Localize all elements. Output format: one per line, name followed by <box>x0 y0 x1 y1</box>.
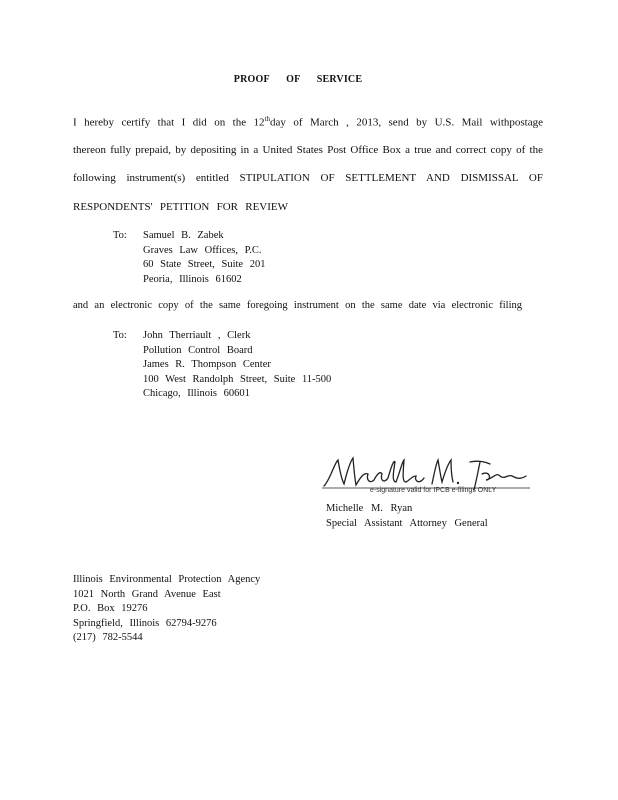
cert-line-1-end: day of March , 2013, send by U.S. Mail withpostage <box>270 116 543 129</box>
document-title: PROOF OF SERVICE <box>233 74 363 85</box>
agency-address-block <box>73 574 260 647</box>
signer-name: Michelle M. Ryan <box>326 503 413 514</box>
to-label: To: <box>113 230 127 241</box>
certification-line-1 <box>73 115 543 129</box>
certification-line-2: thereon fully prepaid, by depositing in a United States Post Office Box a true and correct copy of the <box>73 144 543 156</box>
certification-line-4: RESPONDENTS' PETITION FOR REVIEW <box>73 201 288 213</box>
address-line: John Therriault , Clerk <box>143 330 251 341</box>
address-line: Graves Law Offices, P.C. <box>143 244 262 256</box>
agency-line: P.O. Box 19276 <box>73 603 148 614</box>
address-line: 60 State Street, Suite 201 <box>143 259 266 270</box>
signer-block <box>326 503 488 532</box>
address-line: Peoria, Illinois 61602 <box>143 273 242 285</box>
electronic-copy-line: and an electronic copy of the same foregoing instrument on the same date via electronic filing <box>73 300 522 311</box>
address-line: Pollution Control Board <box>143 344 253 356</box>
cert-line-1-start: I hereby certify that I did on the 12 <box>73 116 265 129</box>
address-line: James R. Thompson Center <box>143 359 271 370</box>
address-line: Samuel B. Zabek <box>143 230 224 241</box>
certification-line-3: following instrument(s) entitled STIPULATION OF SETTLEMENT AND DISMISSAL OF <box>73 172 543 184</box>
agency-line: Illinois Environmental Protection Agency <box>73 574 261 585</box>
agency-line: (217) 782-5544 <box>73 632 143 643</box>
signature-note: e-signature valid for IPCB e-filings ONLY <box>370 487 497 494</box>
recipient-address-2 <box>143 330 331 403</box>
agency-line: Springfield, Illinois 62794-9276 <box>73 617 217 629</box>
recipient-address-1 <box>143 230 265 288</box>
address-line: Chicago, Illinois 60601 <box>143 388 250 399</box>
agency-line: 1021 North Grand Avenue East <box>73 588 221 600</box>
address-line: 100 West Randolph Street, Suite 11-500 <box>143 373 332 385</box>
to-label: To: <box>113 330 127 341</box>
signer-title: Special Assistant Attorney General <box>326 517 488 529</box>
ordinal-suffix: th <box>264 115 271 123</box>
